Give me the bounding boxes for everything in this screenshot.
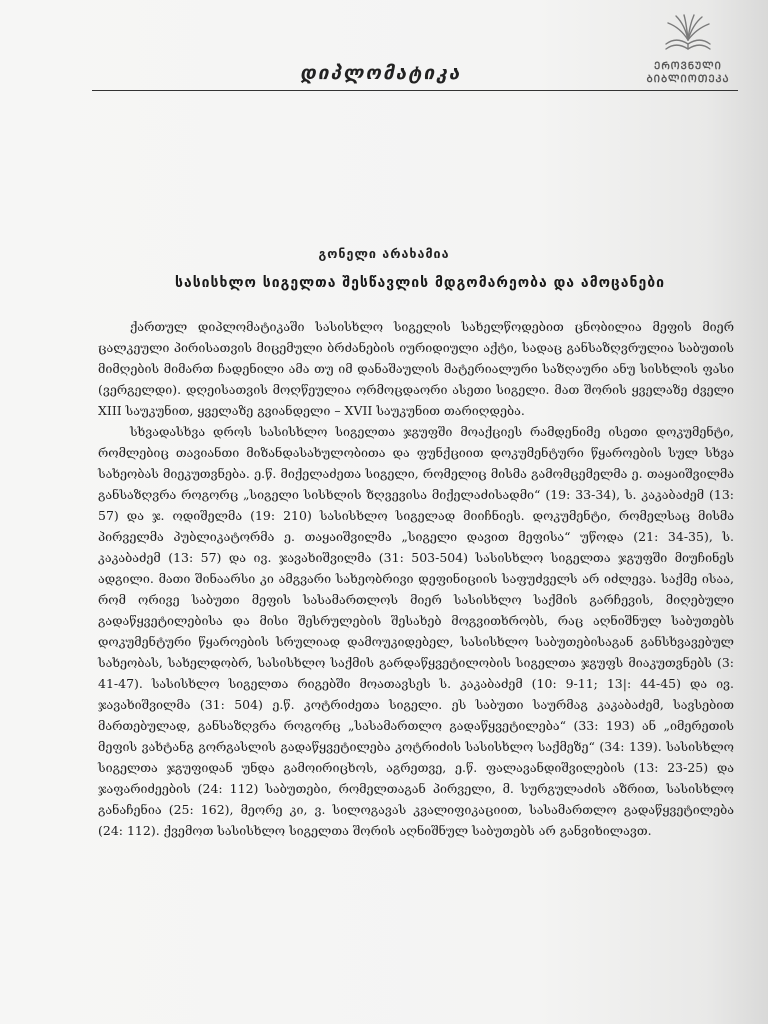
running-head: დიპლომატიკა: [300, 62, 462, 84]
logo-text-line1: ᲔᲠᲝᲕᲜᲣᲚᲘ: [654, 61, 722, 72]
header-rule: [92, 90, 738, 91]
logo-text-line2: ᲑᲘᲑᲚᲘᲝᲗᲔᲙᲐ: [646, 74, 730, 85]
article-body: [98, 316, 734, 841]
book-logo-icon: [660, 14, 716, 58]
paragraph: სხვადასხვა დროს სასისხლო სიგელთა ჯგუფში მოაქციეს რამდენიმე ისეთი დოკუმენტი, რომლებიც თავიანთი მიზანდასახულობითა და ფუნქციით დოკუმენტური წყაროების სულ სხვა სახეობას მიეკუთვნება. ე.წ. მიქელაძეთა სიგელი, რომელიც მისმა გამომცემელმა ე. თაყაიშვილმა განსაზღვრა როგორც „სიგელი სისხლის ზღვევისა მიქელაძისადმი“ (19: 33-34), ს. კაკაბაძემ (13: 57) და ჯ. ოდიშელმა (19: 210) სასისხლო სიგელად მიიჩნიეს. დოკუმენტი, რომელსაც მისმა პირველმა პუბლიკატორმა ე. თაყაიშვილმა „სიგელი დავით მეფისა“ უწოდა (21: 34-35), ს. კაკაბაძემ (13: 57) და ივ. ჯავახიშვილმა (31: 503-504) სასისხლო სიგელთა ჯგუფში მიუჩინეს ადგილი. მათი შინაარსი კი ამგვარი სახეობრივი დეფინიციის საფუძველს არ იძლევა. საქმე ისაა, რომ ორივე საბუთი მეფის სასამართლოს მიერ სასისხლო საქმის გარჩევის, მიღებული გადაწყვეტილებისა და მისი შესრულების შესახებ მოგვითხრობს, რაც აღნიშნულ საბუთებს დოკუმენტური წყაროების სრულიად დამოუკიდებელ, სასისხლო საბუთებისაგან განსხვავებულ სახეობას, სახელდობრ, სასისხლო საქმის გარდაწყვეტილობის სიგელთა ჯგუფს მიაკუთვნებს (3: 41-47). სასისხლო სიგელთა რიგებში მოათავსეს ს. კაკაბაძემ (10: 9-11; 13|: 44-45) და ივ. ჯავახიშვილმა (31: 504) ე.წ. კოტრიძეთა სიგელი. ეს საბუთი საურმაგ კაკაბაძემ, სავსებით მართებულად, განსაზღვრა როგორც „სასამართლო გადაწყვეტილება“ (33: 193) ან „იმერეთის მეფის ვახტანგ გორგასლის გადაწყვეტილება კოტრიძის სასისხლო საქმეზე“ (34: 139). სასისხლო სიგელთა ჯგუფიდან უნდა გამოირიცხოს, აგრეთვე, ე.წ. ფალავანდიშვილების (13: 23-25) და ჯაფარიძეების (24: 112) საბუთები, რომელთაგან პირველი, მ. სურგულაძის აზრით, სასისხლო განაჩენია (25: 162), მეორე კი, ვ. სილოგავას კვალიფიკაციით, სასამართლო გადაწყვეტილება (24: 112). ქვემოთ სასისხლო სიგელთა შორის აღნიშნულ საბუთებს არ განვიხილავთ.: [98, 424, 734, 838]
article-title: სასისხლო სიგელთა შესწავლის მდგომარეობა და ამოცანები: [174, 275, 666, 291]
paragraph: ქართულ დიპლომატიკაში სასისხლო სიგელის სახელწოდებით ცნობილია მეფის მიერ ცალკეული პირისათვის მიცემული ბრძანების იურიდიული აქტი, სადაც განსაზღვრულია საბუთის მიმღების მიმართ ჩადენილი ამა თუ იმ დანაშაულის მატერიალური საზღაური ანუ სისხლის ფასი (ვერგელდი). დღეისათვის მოღწეულია ორმოცდაორი ასეთი სიგელი. მათ შორის ყველაზე ძველი XIII საუკუნით, ყველაზე გვიანდელი – XVII საუკუნით თარიღდება.: [98, 319, 734, 418]
library-logo: [632, 14, 744, 84]
article-author: გონელი არახამია: [318, 246, 450, 261]
